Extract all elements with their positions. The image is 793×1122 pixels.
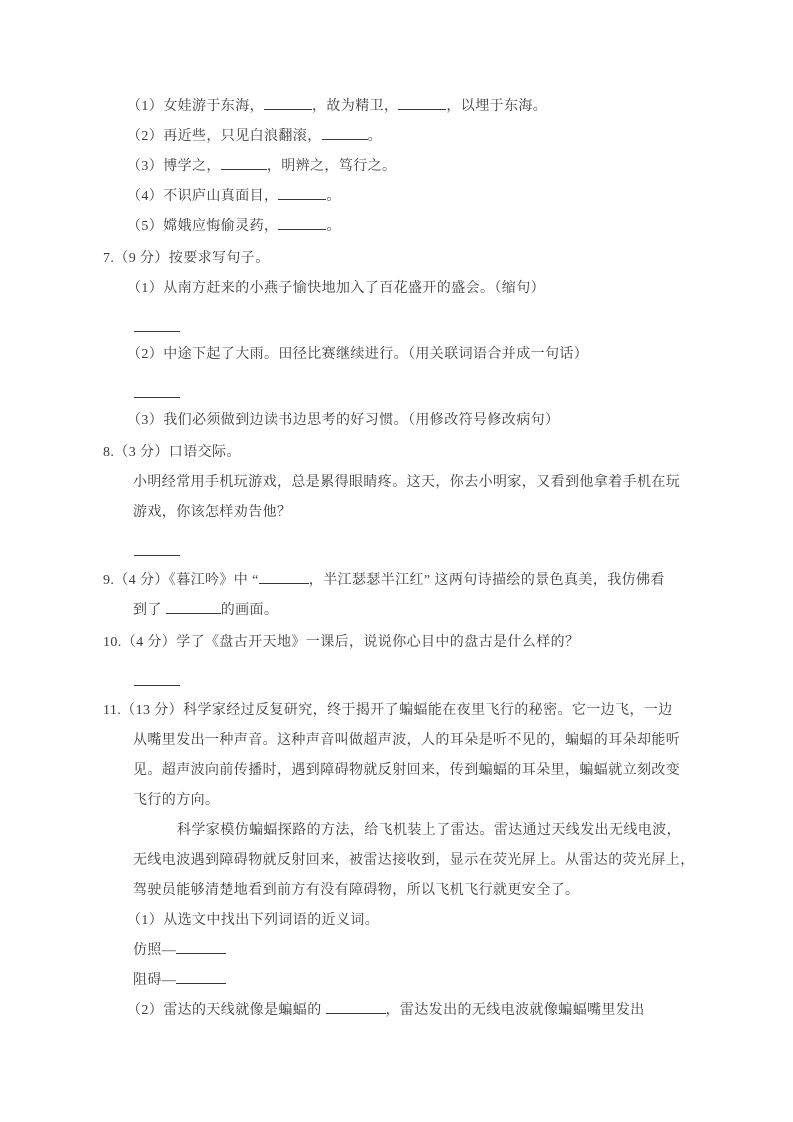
text-segment: 。: [326, 219, 341, 234]
q8-text-line-1: [133, 468, 757, 498]
answer-blank: [221, 154, 267, 170]
text-segment: （1）女娃游于东海，: [127, 99, 264, 114]
text-segment: 。: [326, 189, 341, 204]
q7-sub-2: [127, 340, 757, 370]
q11-sub-1: [127, 906, 757, 936]
text-segment: 科学家模仿蝙蝠探路的方法，给飞机装上了雷达。雷达通过天线发出无线电波，: [177, 823, 681, 838]
answer-blank: [176, 968, 226, 984]
text-segment: 无线电波遇到障碍物就反射回来，被雷达接收到，显示在荧光屏上。从雷达的荧光屏上，: [133, 853, 695, 868]
fill-blank-item-1: [127, 92, 757, 122]
text-segment: （2）再近些，只见白浪翻滚，: [127, 129, 322, 144]
text-segment: 见。超声波向前传播时，遇到障碍物就反射回来，传到蝙蝠的耳朵里，蝙蝠就立刻改变: [133, 763, 681, 778]
text-segment: 阻碍—: [133, 973, 177, 988]
text-segment: 7.（9 分）按要求写句子。: [103, 251, 270, 266]
q10-header: [103, 628, 757, 658]
answer-blank: [264, 94, 312, 110]
text-segment: 11.（13 分）科学家经过反复研究，终于揭开了蝙蝠能在夜里飞行的秘密。它一边飞，一边: [103, 703, 673, 718]
text-segment: 仿照—: [133, 943, 177, 958]
text-segment: ，半江瑟瑟半江红” 这两句诗描绘的景色真美，我仿佛看: [308, 573, 665, 588]
fill-blank-item-3: [127, 152, 757, 182]
answer-blank: [134, 382, 180, 398]
answer-blank: [134, 540, 180, 556]
q11-passage-line-2: [133, 726, 757, 756]
exam-content: [103, 92, 757, 1026]
text-segment: （2）雷达的天线就像是蝙蝠的: [127, 1003, 326, 1018]
answer-blank: [166, 598, 221, 614]
fill-blank-item-4: [127, 182, 757, 212]
answer-blank: [278, 214, 326, 230]
text-segment: （1）从南方赶来的小燕子愉快地加入了百花盛开的盛会。（缩句）: [127, 281, 545, 296]
q11-synonym-1: [133, 936, 757, 966]
text-segment: 到了: [133, 603, 166, 618]
q9-line-2: [133, 596, 757, 626]
q8-text-line-2: [133, 498, 757, 528]
answer-blank: [134, 316, 180, 332]
q11-passage2-line-3: [133, 876, 757, 906]
q7-header: [103, 244, 757, 274]
fill-blank-item-5: [127, 212, 757, 242]
text-segment: （5）嫦娥应悔偷灵药，: [127, 219, 279, 234]
q11-passage-line-1: [103, 696, 757, 726]
q11-passage2-line-2: [133, 846, 757, 876]
q8-answer-line: [134, 538, 757, 568]
text-segment: （4）不识庐山真面目，: [127, 189, 279, 204]
q11-synonym-2: [133, 966, 757, 996]
text-segment: ，以埋于东海。: [446, 99, 548, 114]
answer-blank: [134, 670, 180, 686]
text-segment: 9.（4 分）《暮江吟》中 “: [103, 573, 259, 588]
q7-sub-3: [127, 406, 757, 436]
text-segment: （3）我们必须做到边读书边思考的好习惯。（用修改符号修改病句）: [127, 413, 560, 428]
text-segment: 10.（4 分）学了《盘古开天地》一课后，说说你心目中的盘古是什么样的？: [103, 635, 580, 650]
answer-blank: [259, 568, 309, 584]
text-segment: （1）从选文中找出下列词语的近义词。: [127, 913, 380, 928]
text-segment: ，故为精卫，: [312, 99, 399, 114]
text-segment: 小明经常用手机玩游戏，总是累得眼睛疼。这天，你去小明家，又看到他拿着手机在玩: [133, 475, 681, 490]
text-segment: 飞行的方向。: [133, 793, 220, 808]
text-segment: 驾驶员能够清楚地看到前方有没有障碍物，所以飞机飞行就更安全了。: [133, 883, 580, 898]
q11-sub-2: [127, 996, 757, 1026]
text-segment: ，雷达发出的无线电波就像蝙蝠嘴里发出: [385, 1003, 645, 1018]
text-segment: 8.（3 分）口语交际。: [103, 445, 241, 460]
answer-blank: [322, 124, 368, 140]
q11-passage-line-3: [133, 756, 757, 786]
answer-blank: [326, 998, 386, 1014]
text-segment: ，明辨之，笃行之。: [266, 159, 397, 174]
q10-answer-line: [134, 668, 757, 698]
q7-sub-1: [127, 274, 757, 304]
q11-passage2-line-1: [177, 816, 757, 846]
q9-line-1: [103, 566, 757, 596]
q8-header: [103, 438, 757, 468]
answer-blank: [278, 184, 326, 200]
answer-blank: [176, 938, 226, 954]
q11-passage-line-4: [133, 786, 757, 816]
text-segment: 。: [367, 129, 383, 144]
fill-blank-item-2: [127, 122, 757, 152]
text-segment: （2）中途下起了大雨。田径比赛继续进行。（用关联词语合并成一句话）: [127, 347, 589, 362]
text-segment: 的画面。: [220, 603, 279, 618]
text-segment: 游戏，你该怎样劝告他？: [133, 505, 292, 520]
text-segment: （3）博学之，: [127, 159, 221, 174]
answer-blank: [398, 94, 446, 110]
text-segment: 从嘴里发出一种声音。这种声音叫做超声波，人的耳朵是听不见的，蝙蝠的耳朵却能听: [133, 733, 681, 748]
